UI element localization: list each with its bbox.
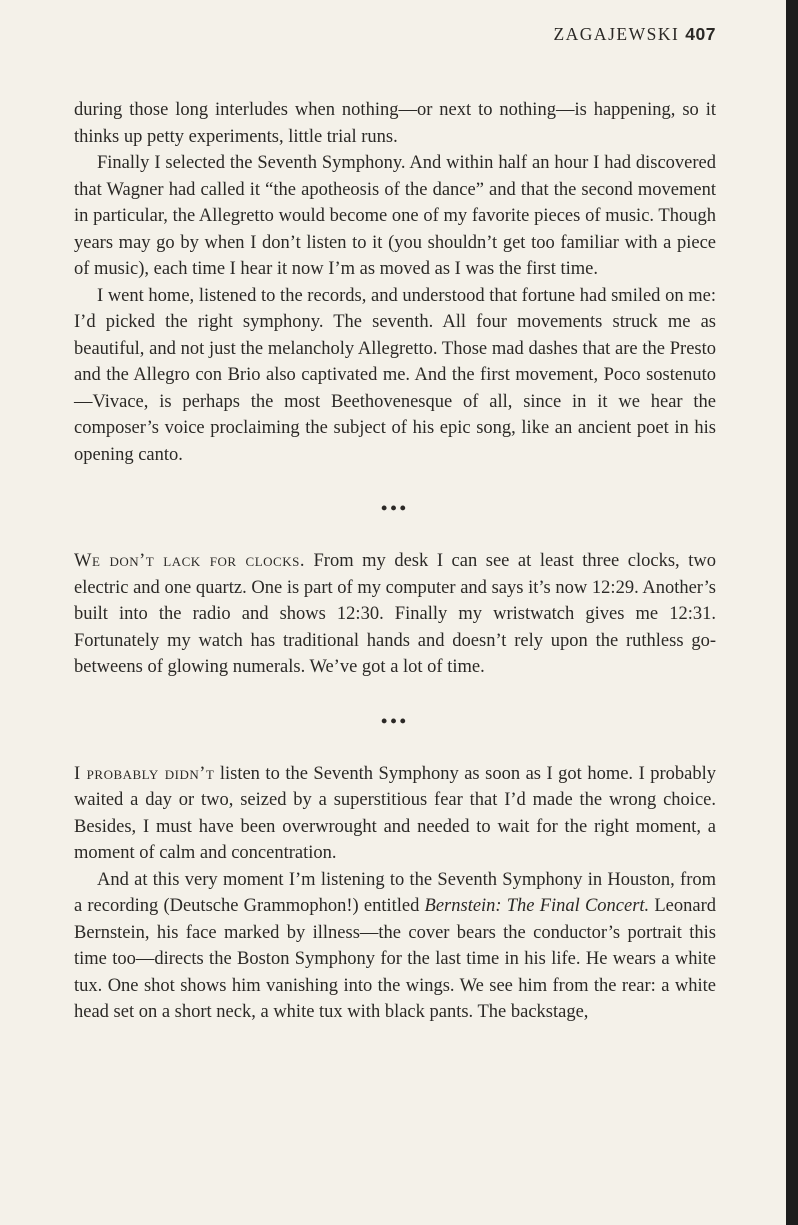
page-body	[74, 97, 716, 1026]
page-edge	[786, 0, 798, 1225]
running-header	[74, 24, 716, 64]
paragraph-4-text: From my desk I can see at least three clocks, two electric and one quartz. One is part of my computer and says it’s now 12:29. Another’s built into the radio and shows 12:30. Finally my wristwatch gives me 12:31. Fortunately my watch has traditional hands and doesn’t rely upon the ruthless go-betweens of glowing numerals. We’ve got a lot of time.	[74, 551, 716, 677]
book-page	[74, 24, 716, 1026]
paragraph-6-text-b: Leonard Bernstein, his face marked by illness—the cover bears the conductor’s portrait this time too—directs the Boston Symphony for the last time in his life. He wears a white tux. One shot shows him vanishing into the wings. We see him from the rear: a white head set on a short neck, a white tux with black pants. The backstage,	[74, 896, 716, 1022]
album-title: Bernstein: The Final Concert.	[424, 896, 650, 916]
paragraph-3: I went home, listened to the records, and understood that fortune had smiled on me: I’d picked the right symphony. The seventh. All four movements struck me as beautiful, and not just the melancholy Allegretto. Those mad dashes that are the Presto and the Allegro con Brio also captivated me. And the first movement, Poco sostenuto—Vivace, is perhaps the most Beethovenesque of all, since in it we hear the composer’s voice proclaiming the subject of his epic song, like an ancient poet in his opening canto.	[74, 285, 716, 465]
paragraph-2: Finally I selected the Seventh Symphony. And within half an hour I had discovered that Wagner had called it “the apotheosis of the dance” and that the second movement in particular, the Allegretto would become one of my favorite pieces of music. Though years may go by when I don’t listen to it (you shouldn’t get too familiar with a piece of music), each time I hear it now I’m as moved as I was the first time.	[74, 153, 716, 279]
paragraph-5	[74, 761, 716, 867]
paragraph-4-lead-in: We don’t lack for clocks.	[74, 551, 305, 571]
paragraph-6	[74, 867, 716, 1026]
running-title: ZAGAJEWSKI	[553, 24, 680, 44]
paragraph-5-text: listen to the Seventh Symphony as soon as I got home. I probably waited a day or two, seized by a superstitious fear that I’d made the wrong choice. Besides, I must have been overwrought and needed to wait for the right moment, a moment of calm and concentration.	[74, 763, 716, 863]
paragraph-5-lead-in: I probably didn’t	[74, 763, 215, 784]
section-separator-1: •••	[381, 498, 409, 518]
paragraph-4	[74, 548, 716, 681]
page-number: 407	[685, 24, 716, 44]
section-separator-2: •••	[381, 710, 409, 731]
paragraph-1: during those long interludes when nothing—or next to nothing—is happening, so it thinks up petty experiments, little trial runs.	[74, 100, 716, 147]
paragraph-6-text-a: And at this very moment I’m listening to the Seventh Symphony in Houston, from a recording (Deutsche Grammophon!) entitled	[74, 869, 716, 916]
